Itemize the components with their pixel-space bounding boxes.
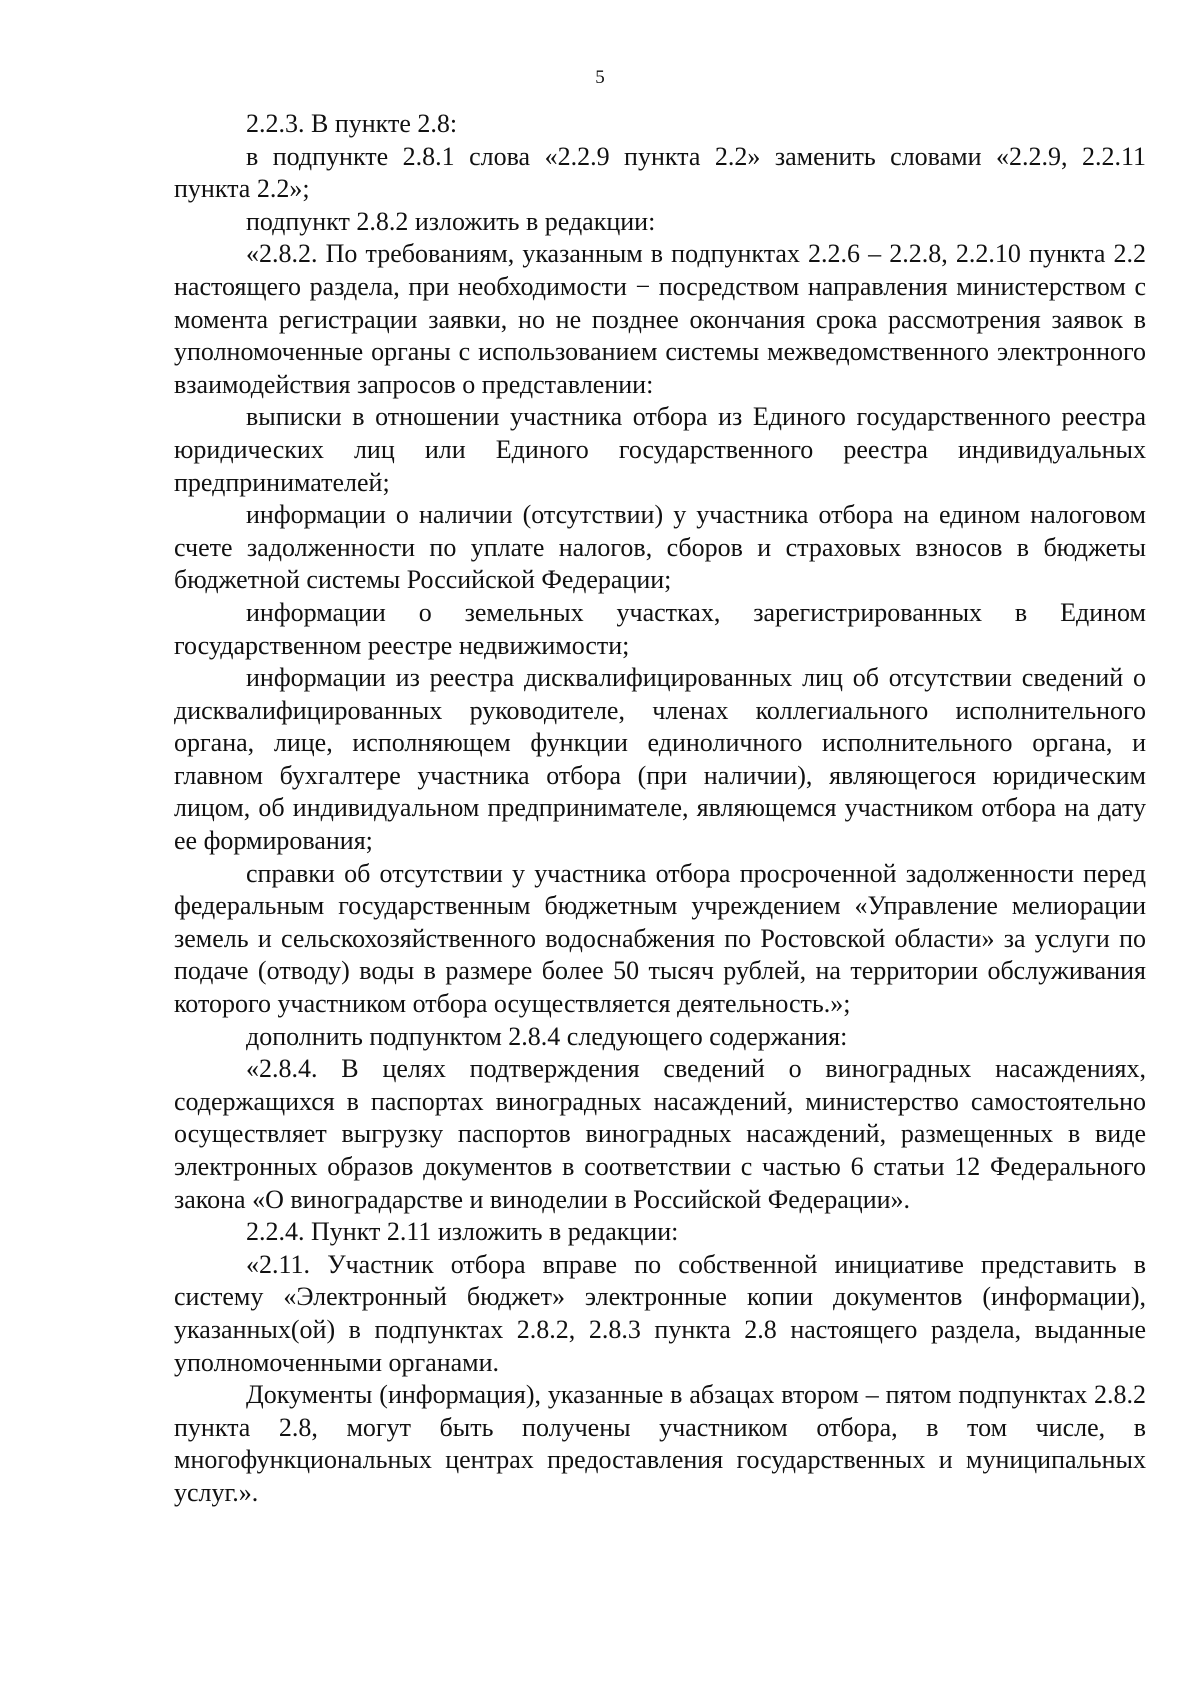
paragraph-2-8-2-intro: подпункт 2.8.2 изложить в редакции: bbox=[246, 206, 656, 236]
paragraph-2-8-4-text: «2.8.4. В целях подтверждения сведений о виноградных насаждениях, содержащихся в паспортах виноградных насаждений, министерство самостоятельно осуществляет выгрузку паспортов виноградных насаждений, размещенных в виде электронных образов документов в соответствии с частью 6 статьи 12 Федерального закона «О виноградарстве и виноделии в Российской Федерации». bbox=[174, 1054, 1146, 1214]
paragraph-2-2-3-heading: 2.2.3. В пункте 2.8: bbox=[246, 109, 458, 138]
page-number: 5 bbox=[595, 67, 605, 88]
paragraph-2-8-2-text: «2.8.2. По требованиям, указанным в подпунктах 2.2.6 – 2.2.8, 2.2.10 пункта 2.2 настоящего раздела, при необходимости − посредством направления министерством с момента регистрации заявки, но не позднее окончания срока рассмотрения заявок в уполномоченные органы с использованием системы межведомственного электронного взаимодействия запросов о представлении: bbox=[174, 239, 1146, 399]
paragraph-tax-debt-info: информации о наличии (отсутствии) у участника отбора на едином налоговом счете задолженности по уплате налогов, сборов и страховых взносов в бюджеты бюджетной системы Российской Федерации; bbox=[174, 500, 1146, 595]
document-body bbox=[174, 108, 1146, 1510]
paragraph-disqualified-persons-info: информации из реестра дисквалифицированных лиц об отсутствии сведений о дисквалифицированных руководителе, членах коллегиального исполнительного органа, лице, исполняющем функции единоличного исполнительного органа, и главном бухгалтере участника отбора (при наличии), являющегося юридическим лицом, об индивидуальном предпринимателе, являющемся участником отбора на дату ее формирования; bbox=[174, 663, 1146, 856]
paragraph-land-plots-info: информации о земельных участках, зарегистрированных в Едином государственном реестре недвижимости; bbox=[174, 597, 1146, 660]
paragraph-2-11-text: «2.11. Участник отбора вправе по собственной инициативе представить в систему «Электронный бюджет» электронные копии документов (информации), указанных(ой) в подпунктах 2.8.2, 2.8.3 пункта 2.8 настоящего раздела, выданные уполномоченными органами. bbox=[174, 1249, 1146, 1377]
paragraph-2-8-1-amendment: в подпункте 2.8.1 слова «2.2.9 пункта 2.2» заменить словами «2.2.9, 2.2.11 пункта 2.2»; bbox=[174, 141, 1146, 204]
paragraph-2-2-4-heading: 2.2.4. Пункт 2.11 изложить в редакции: bbox=[246, 1217, 679, 1247]
paragraph-2-8-4-intro: дополнить подпунктом 2.8.4 следующего содержания: bbox=[246, 1021, 848, 1051]
paragraph-registry-extract: выписки в отношении участника отбора из Единого государственного реестра юридических лиц или Единого государственного реестра индивидуальных предпринимателей; bbox=[174, 402, 1146, 497]
paragraph-water-debt-certificate: справки об отсутствии у участника отбора просроченной задолженности перед федеральным государственным бюджетным учреждением «Управление мелиорации земель и сельскохозяйственного водоснабжения по Ростовской области» за услуги по подаче (отводу) воды в размере более 50 тысяч рублей, на территории обслуживания которого участником отбора осуществляется деятельность.»; bbox=[174, 858, 1146, 1019]
paragraph-documents-mfc: Документы (информация), указанные в абзацах втором – пятом подпунктах 2.8.2 пункта 2.8, могут быть получены участником отбора, в том числе, в многофункциональных центрах предоставления государственных и муниципальных услуг.». bbox=[174, 1380, 1146, 1507]
